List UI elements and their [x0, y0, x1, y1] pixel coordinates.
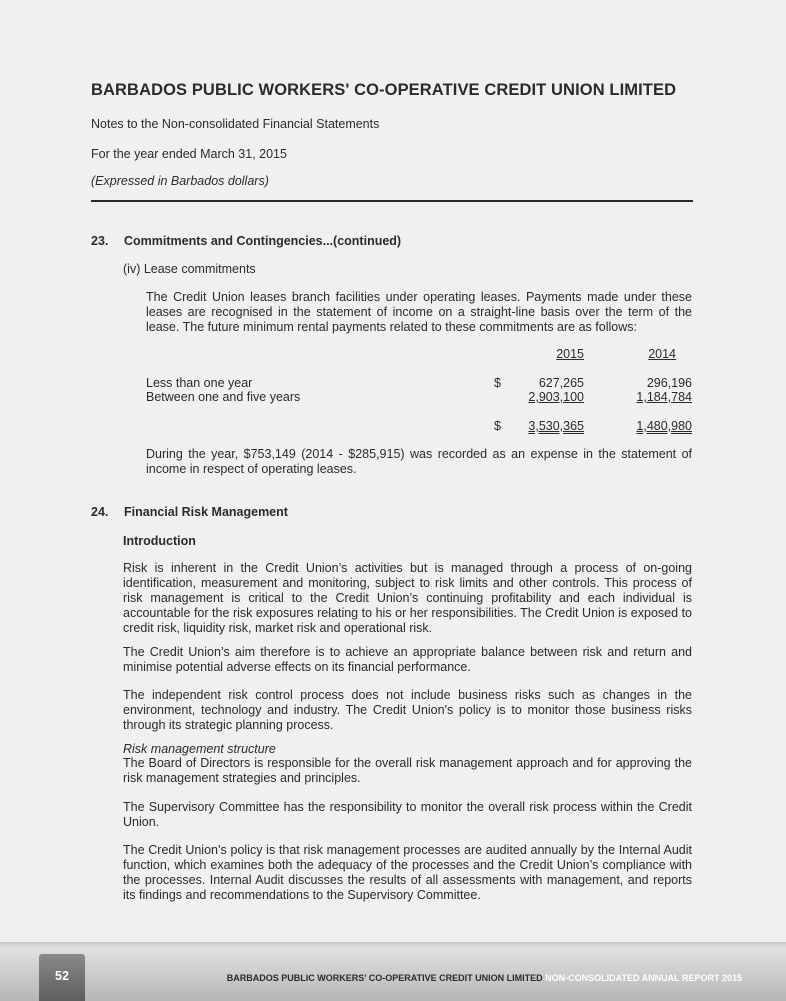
table-cell: 1,184,784 — [636, 390, 692, 404]
lease-commitments-heading: (iv) Lease commitments — [123, 262, 256, 276]
table-header-2015: 2015 — [556, 347, 584, 361]
page-number: 52 — [55, 969, 69, 983]
table-total-cell: 1,480,980 — [636, 419, 692, 433]
footer-org: BARBADOS PUBLIC WORKERS’ CO-OPERATIVE CREDIT UNION LIMITED — [226, 973, 543, 983]
footer-report: NON-CONSOLIDATED ANNUAL REPORT 2015 — [545, 973, 742, 983]
table-row-label: Less than one year — [146, 376, 253, 390]
currency-symbol: $ — [494, 419, 501, 433]
table-row-label: Between one and five years — [146, 390, 301, 404]
currency-symbol: $ — [494, 376, 501, 390]
risk-paragraph: The Credit Union’s aim therefore is to achieve an appropriate balance between risk and return and minimise potential adverse effects on its financial performance. — [123, 645, 692, 674]
table-cell: 296,196 — [646, 376, 692, 390]
section-title: Commitments and Contingencies...(continued) — [124, 234, 402, 248]
section-number: 23. — [91, 234, 109, 248]
section-24-heading — [91, 505, 288, 519]
section-number: 24. — [91, 505, 109, 519]
introduction-heading: Introduction — [123, 534, 196, 548]
section-23-heading — [91, 234, 401, 248]
risk-paragraph: Risk is inherent in the Credit Union’s activities but is managed through a process of on-going identification, measurement and monitoring, subject to risk limits and other controls. This process of risk management is critical to the Credit Union’s continuing profitability and each individual is accountable for the risk exposures relating to his or her responsibilities. The Credit Union is exposed to credit risk, liquidity risk, market risk and operational risk. — [123, 561, 692, 635]
risk-paragraph: The independent risk control process does not include business risks such as changes in the environment, technology and industry. The Credit Union's policy is to monitor those business risks through its strategic planning process. — [123, 688, 692, 732]
footer-text — [227, 973, 742, 983]
currency-note: (Expressed in Barbados dollars) — [91, 174, 269, 188]
lease-intro-paragraph: The Credit Union leases branch facilities under operating leases. Payments made under these leases are recognised in the statement of income on a straight-line basis over the term of the lease. The future minimum rental payments related to these commitments are as follows: — [146, 290, 692, 334]
section-title: Financial Risk Management — [124, 505, 288, 519]
page-number-badge — [39, 954, 85, 1001]
table-total-cell: 3,530,365 — [528, 419, 584, 433]
reporting-period: For the year ended March 31, 2015 — [91, 147, 287, 161]
risk-paragraph: The Supervisory Committee has the responsibility to monitor the overall risk process within the Credit Union. — [123, 800, 692, 829]
risk-paragraph: The Board of Directors is responsible for the overall risk management approach and for approving the risk management strategies and principles. — [123, 756, 692, 785]
header-divider — [91, 200, 693, 202]
risk-structure-heading: Risk management structure — [123, 742, 276, 756]
lease-expense-paragraph: During the year, $753,149 (2014 - $285,915) was recorded as an expense in the statement of income in respect of operating leases. — [146, 447, 692, 476]
document-title: BARBADOS PUBLIC WORKERS' CO-OPERATIVE CREDIT UNION LIMITED — [91, 81, 677, 99]
page-footer — [0, 942, 786, 1001]
table-header-2014: 2014 — [648, 347, 676, 361]
table-cell: 627,265 — [538, 376, 584, 390]
document-subtitle: Notes to the Non-consolidated Financial Statements — [91, 117, 380, 131]
table-cell: 2,903,100 — [528, 390, 584, 404]
risk-paragraph: The Credit Union’s policy is that risk management processes are audited annually by the Internal Audit function, which examines both the adequacy of the processes and the Credit Union’s compliance with the processes. Internal Audit discusses the results of all assessments with management, and reports its findings and recommendations to the Supervisory Committee. — [123, 843, 692, 902]
